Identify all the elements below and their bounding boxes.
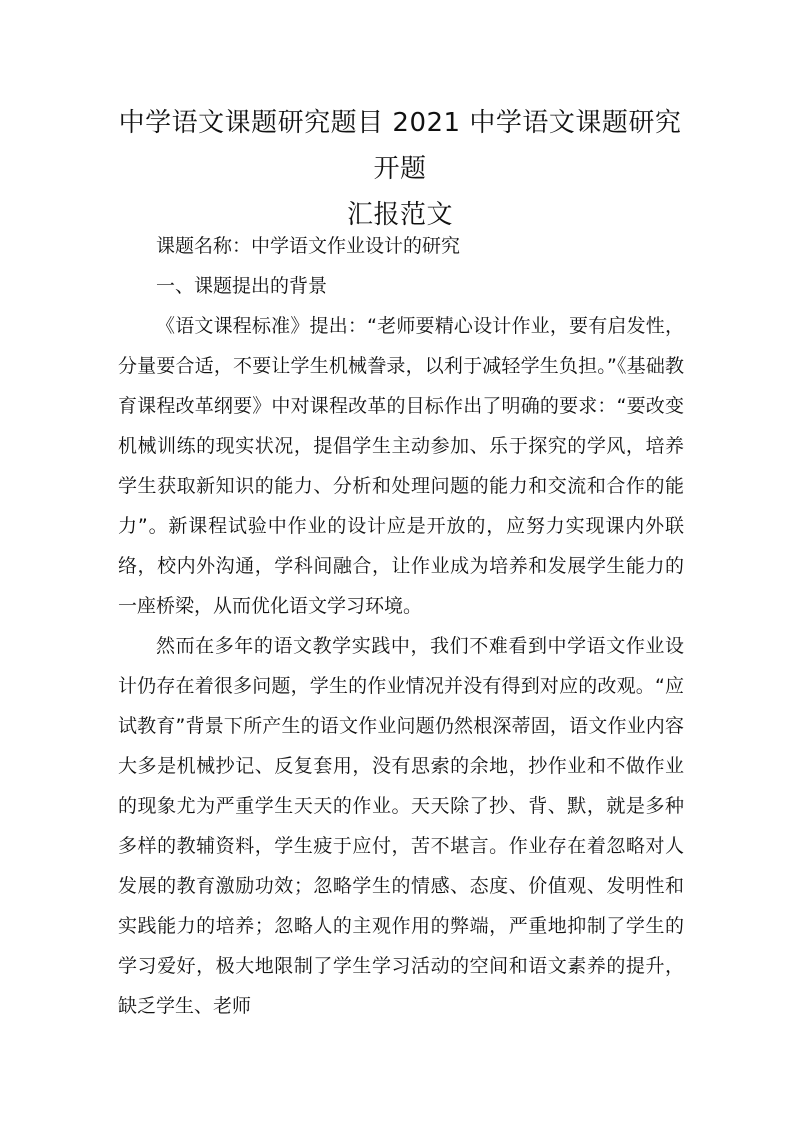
paragraph-1: 《语文课程标准》提出：“老师要精心设计作业，要有启发性，分量要合适，不要让学生机械誊录，以利于减轻学生负担。”《基础教育课程改革纲要》中对课程改革的目标作出了明确的要求：“要改变机械训练的现实状况，提倡学生主动参加、乐于探究的学风，培养学生获取新知识的能力、分析和处理问题的能力和交流和合作的能力”。新课程试验中作业的设计应是开放的，应努力实现课内外联络，校内外沟通，学科间融合，让作业成为培养和发展学生能力的一座桥梁，从而优化语文学习环境。 [118, 315, 684, 617]
section-heading-background: 一、课题提出的背景 [156, 275, 328, 297]
title-line-1: 中学语文课题研究题目 2021 中学语文课题研究开题 [118, 108, 682, 184]
document-title [118, 100, 682, 238]
paragraph-2: 然而在多年的语文教学实践中，我们不难看到中学语文作业设计仍存在着很多问题，学生的作业情况并没有得到对应的改观。“应试教育”背景下所产生的语文作业问题仍然根深蒂固，语文作业内容大多是机械抄记、反复套用，没有思索的余地，抄作业和不做作业的现象尤为严重学生天天的作业。天天除了抄、背、默，就是多种多样的教辅资料，学生疲于应付，苦不堪言。作业存在着忽略对人发展的教育激励功效；忽略学生的情感、态度、价值观、发明性和实践能力的培养；忽略人的主观作用的弊端，严重地抑制了学生的学习爱好，极大地限制了学生学习活动的空间和语文素养的提升，缺乏学生、老师 [118, 635, 684, 1017]
title-line-2: 汇报范文 [346, 200, 453, 230]
subject-line: 课题名称：中学语文作业设计的研究 [156, 235, 461, 257]
document-body [118, 226, 684, 1026]
